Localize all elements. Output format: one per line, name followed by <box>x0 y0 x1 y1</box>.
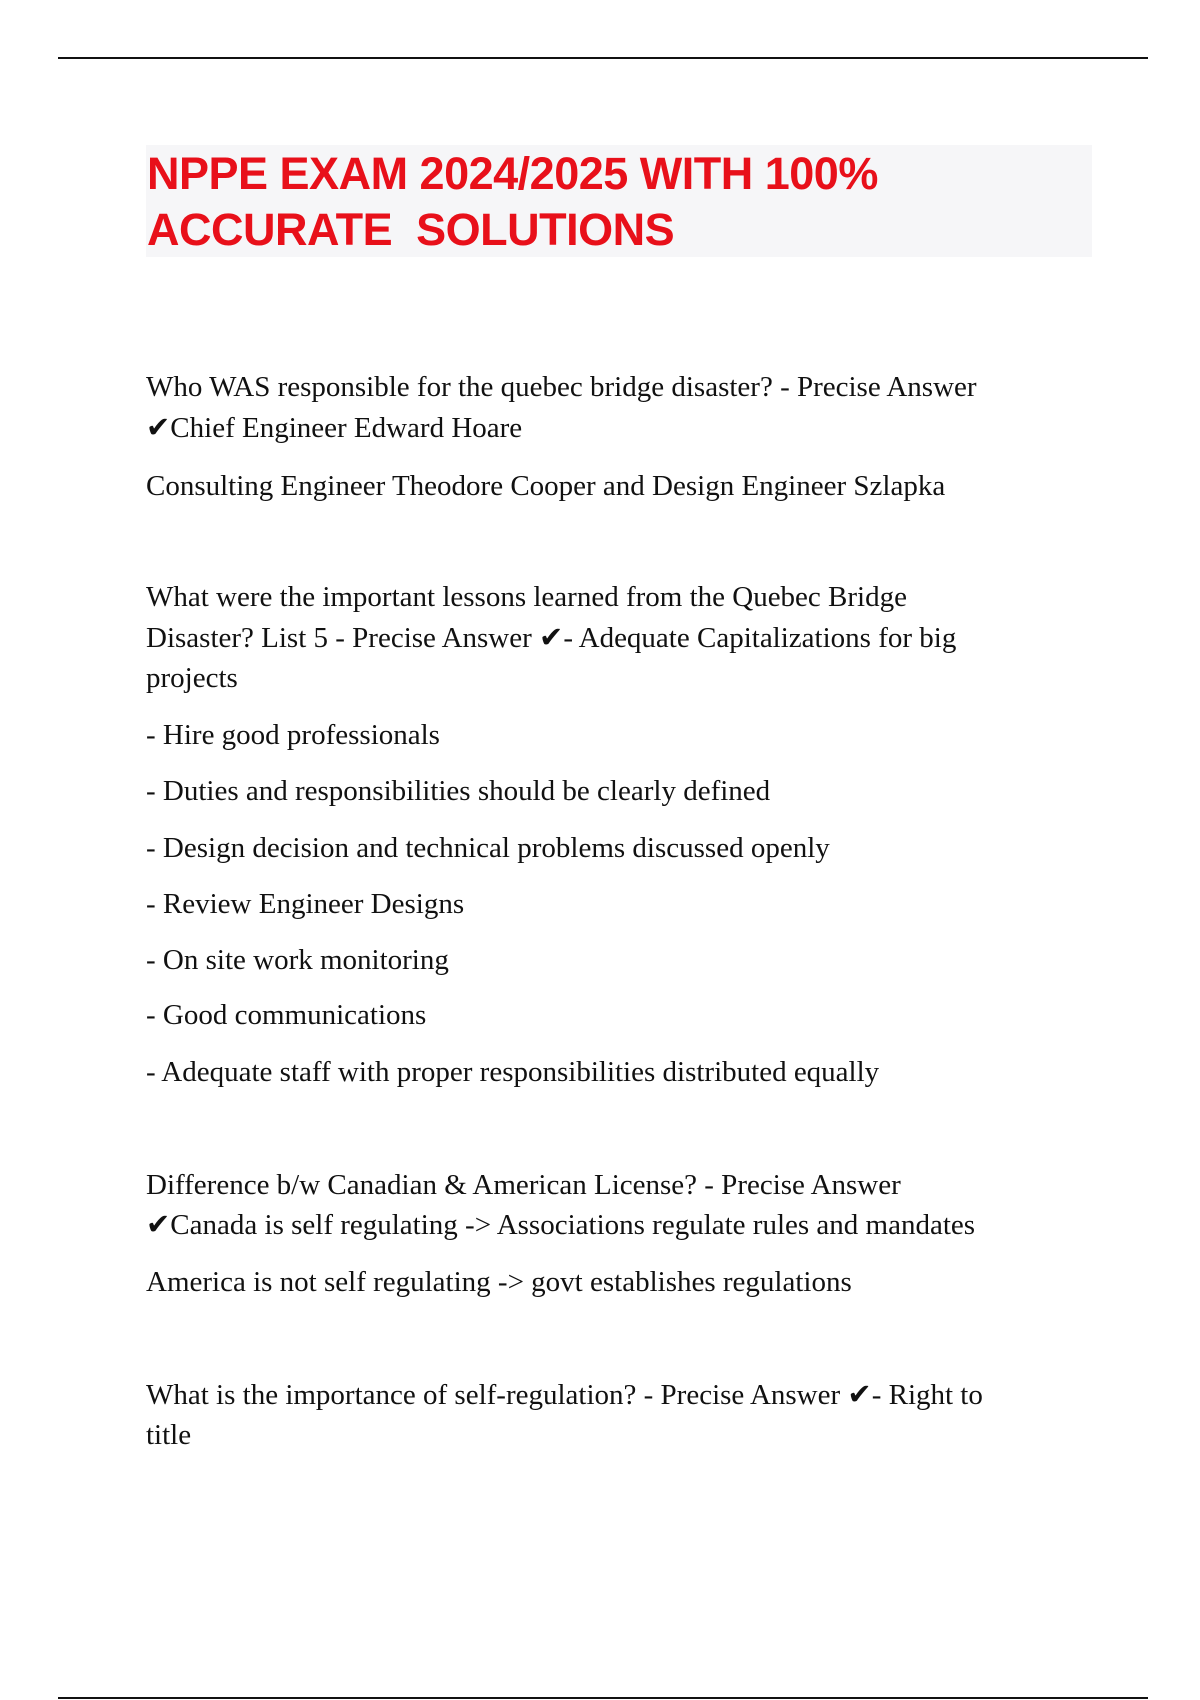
document-title <box>147 146 878 258</box>
question-3-line-1: Difference b/w Canadian & American License? - Precise Answer <box>146 1169 901 1201</box>
answer-3-extra: America is not self regulating -> govt establishes regulations <box>146 1266 852 1298</box>
answer-2-item: - Design decision and technical problems discussed openly <box>146 832 830 864</box>
answer-2-item: - Review Engineer Designs <box>146 888 465 920</box>
answer-2-item: - On site work monitoring <box>146 944 449 976</box>
title-line-1: NPPE EXAM 2024/2025 WITH 100% <box>147 148 878 199</box>
question-2-line-1: What were the important lessons learned from the Quebec Bridge <box>146 581 907 613</box>
answer-2-item: - Hire good professionals <box>146 719 440 751</box>
question-1-line-1: Who WAS responsible for the quebec bridge disaster? - Precise Answer <box>146 371 977 403</box>
answer-2-item: - Adequate staff with proper responsibilities distributed equally <box>146 1056 880 1088</box>
footer-rule <box>58 1697 1148 1699</box>
title-line-2: ACCURATE SOLUTIONS <box>147 204 675 255</box>
answer-2-item: - Duties and responsibilities should be clearly defined <box>146 775 771 807</box>
header-rule <box>58 57 1148 59</box>
answer-2-item: - Good communications <box>146 999 427 1031</box>
question-2-line-2: Disaster? List 5 - Precise Answer ✔- Adequate Capitalizations for big <box>146 622 957 654</box>
question-4-line-2: title <box>146 1419 192 1451</box>
question-1-line-2: ✔Chief Engineer Edward Hoare <box>146 412 523 444</box>
answer-1-extra: Consulting Engineer Theodore Cooper and Design Engineer Szlapka <box>146 470 946 502</box>
question-4-line-1: What is the importance of self-regulation? - Precise Answer ✔- Right to <box>146 1379 983 1411</box>
question-3-line-2: ✔Canada is self regulating -> Associations regulate rules and mandates <box>146 1209 976 1241</box>
question-2-line-3: projects <box>146 662 238 694</box>
